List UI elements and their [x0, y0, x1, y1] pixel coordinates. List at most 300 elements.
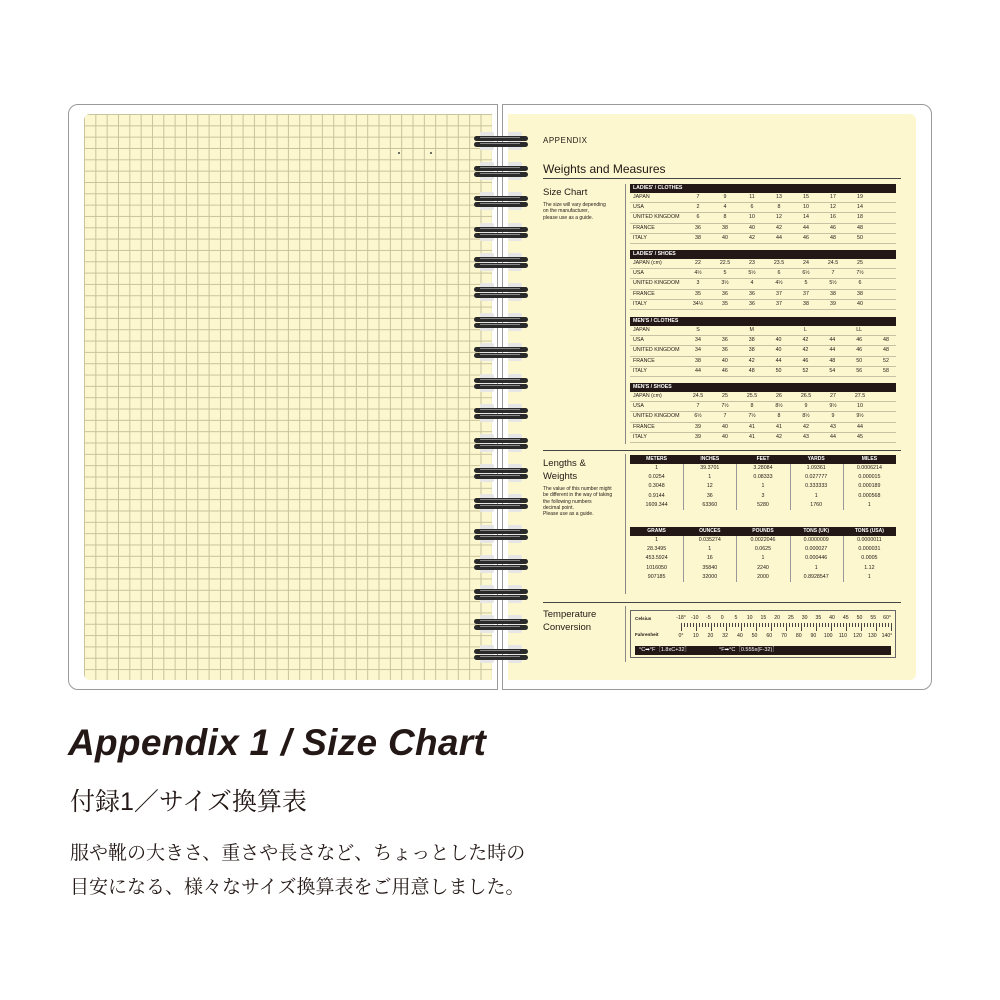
- scale-tick: [771, 623, 772, 631]
- formula-f-to-c: °F➡°C［0.555x(F-32)］: [719, 647, 778, 653]
- size-value: 16: [830, 214, 836, 221]
- scale-tick: [768, 623, 769, 627]
- length-table-row: [630, 464, 896, 473]
- table-value: 0.000189: [858, 483, 881, 490]
- spiral-ring: [468, 647, 534, 661]
- scale-tick: [807, 623, 808, 627]
- size-value: 42: [748, 357, 755, 364]
- size-value: 36: [722, 290, 728, 297]
- section-divider: [625, 184, 626, 444]
- size-value: 46: [856, 347, 863, 354]
- spiral-ring: [468, 225, 534, 239]
- size-value: 37: [776, 290, 782, 297]
- table-value: 36: [706, 492, 713, 499]
- fahrenheit-tick-label: 40: [736, 633, 743, 639]
- table-value: 0.000031: [858, 546, 881, 553]
- ring-shine: [480, 318, 520, 319]
- size-value: 48: [748, 367, 755, 374]
- table-value: 453.5924: [645, 555, 668, 562]
- section-divider: [625, 454, 626, 594]
- size-table-row: [630, 290, 896, 300]
- scale-tick: [879, 623, 880, 627]
- scale-tick: [882, 623, 883, 627]
- size-value: 18: [857, 214, 863, 221]
- size-value: 42: [802, 347, 809, 354]
- celsius-tick-label: 35: [815, 615, 822, 621]
- size-value: 38: [803, 300, 809, 307]
- weights-measures-title: Weights and Measures: [543, 162, 666, 176]
- ring-shine: [480, 197, 520, 198]
- text-line: the following numbers: [543, 498, 592, 505]
- size-value: 7: [696, 403, 700, 410]
- table-value: 0.0000011: [857, 537, 882, 543]
- celsius-tick-label: -5: [706, 615, 711, 621]
- size-value: S: [696, 327, 700, 333]
- size-value: 40: [857, 300, 863, 307]
- size-value: 36: [721, 337, 728, 344]
- spiral-ring: [468, 617, 534, 631]
- weight-table-row: [630, 536, 896, 545]
- size-value: 27.5: [854, 393, 866, 399]
- spiral-ring: [468, 436, 534, 450]
- scale-tick: [759, 623, 760, 627]
- size-chart-title: Size Chart: [543, 187, 588, 198]
- size-value: 40: [721, 357, 728, 364]
- ring-hole: [480, 615, 494, 633]
- ring-hole: [480, 434, 494, 452]
- size-value: 8: [750, 403, 754, 410]
- scale-tick: [873, 623, 874, 627]
- celsius-tick-label: 55: [870, 615, 877, 621]
- column-divider: [790, 536, 791, 582]
- ring-hole: [480, 404, 494, 422]
- row-label: FRANCE: [633, 224, 655, 231]
- size-table-row: [630, 346, 896, 356]
- length-table-header: [630, 455, 896, 464]
- size-value: 6: [750, 204, 754, 211]
- scale-tick: [825, 623, 826, 627]
- lengths-note: [543, 486, 627, 517]
- scale-tick: [864, 623, 865, 627]
- text-line: Conversion: [543, 622, 592, 633]
- scale-tick: [777, 623, 778, 627]
- spiral-ring: [468, 164, 534, 178]
- ring-hole: [508, 283, 522, 301]
- size-value: 19: [857, 194, 863, 200]
- fahrenheit-tick-label: 10: [692, 633, 699, 639]
- scale-tick: [711, 623, 712, 631]
- row-label: JAPAN (cm): [633, 260, 662, 266]
- size-value: 25: [857, 260, 863, 266]
- size-value: 10: [857, 403, 863, 410]
- table-value: 0.0254: [648, 474, 665, 481]
- size-value: LL: [856, 327, 863, 333]
- table-value: 0.0006214: [856, 465, 882, 471]
- ring-hole: [508, 404, 522, 422]
- ring-hole: [508, 313, 522, 331]
- size-table-row: [630, 300, 896, 310]
- size-table-row: [630, 213, 896, 223]
- size-value: 6: [777, 270, 781, 277]
- size-value: 37: [803, 290, 809, 297]
- caption-line-1: 服や靴の大きさ、重さや長さなど、ちょっとした時の: [70, 843, 526, 864]
- table-value: 32000: [702, 573, 718, 580]
- ring-hole: [508, 223, 522, 241]
- ring-shine: [480, 348, 520, 349]
- weight-table-header: [630, 527, 896, 536]
- appendix-page: [508, 114, 916, 680]
- fahrenheit-tick-label: 70: [781, 633, 787, 639]
- row-label: JAPAN (cm): [633, 393, 662, 399]
- scale-tick: [720, 623, 721, 627]
- scale-tick: [783, 623, 784, 627]
- scale-tick: [834, 623, 835, 627]
- text-line: The size will vary depending: [543, 202, 606, 208]
- size-value: 8: [723, 214, 727, 221]
- size-table-header: MEN'S / SHOES: [630, 383, 896, 392]
- size-value: 37: [776, 300, 782, 307]
- size-value: 3½: [721, 280, 729, 287]
- size-value: 46: [830, 224, 836, 231]
- column-divider: [683, 464, 684, 510]
- size-value: 35: [722, 300, 728, 307]
- ring-hole: [480, 343, 494, 361]
- row-label: FRANCE: [633, 423, 655, 430]
- ring-shine: [480, 264, 520, 265]
- table-value: 1.09361: [806, 465, 826, 471]
- size-value: 25: [722, 393, 728, 399]
- grid-dot: [398, 152, 400, 154]
- row-label: ITALY: [633, 367, 647, 374]
- size-value: 7: [696, 194, 700, 200]
- size-table-row: [630, 402, 896, 412]
- size-table-row: [630, 193, 896, 203]
- table-value: 0.000446: [805, 555, 828, 562]
- size-value: 52: [883, 357, 889, 364]
- table-value: 0.3048: [648, 483, 665, 490]
- notebook: [68, 104, 932, 690]
- size-table: [630, 383, 896, 443]
- scale-tick: [828, 623, 829, 627]
- weight-table: [630, 527, 896, 582]
- size-value: 42: [749, 234, 755, 241]
- section-rule: [543, 602, 901, 603]
- table-value: 0.000027: [805, 546, 828, 553]
- size-value: 36: [721, 347, 728, 354]
- size-value: 8: [777, 413, 781, 420]
- ring-shine: [480, 499, 520, 500]
- ring-hole: [508, 494, 522, 512]
- size-table-row: [630, 412, 896, 422]
- table-value: 1760: [810, 501, 823, 508]
- ring-hole: [480, 132, 494, 150]
- size-value: 34½: [692, 300, 704, 307]
- size-value: 22.5: [719, 260, 731, 266]
- size-value: 9½: [856, 413, 864, 420]
- row-label: JAPAN: [633, 194, 650, 200]
- scale-tick: [843, 623, 844, 627]
- ring-shine: [480, 354, 520, 355]
- scale-tick: [810, 623, 811, 627]
- row-label: UNITED KINGDOM: [633, 214, 680, 221]
- scale-tick: [876, 623, 877, 631]
- size-value: 4½: [775, 280, 783, 287]
- temperature-title: [543, 608, 596, 634]
- column-header: MILES: [861, 456, 878, 462]
- size-value: 8½: [775, 403, 783, 410]
- ring-shine: [480, 173, 520, 174]
- size-value: 9: [831, 413, 835, 420]
- scale-tick: [804, 623, 805, 627]
- fahrenheit-tick-label: 32: [722, 633, 729, 639]
- ring-hole: [480, 162, 494, 180]
- table-value: 1: [867, 501, 871, 508]
- text-line: Weights: [543, 471, 578, 482]
- ring-hole: [480, 494, 494, 512]
- row-label: ITALY: [633, 433, 647, 440]
- scale-tick: [717, 623, 718, 627]
- spiral-ring: [468, 194, 534, 208]
- size-value: 10: [749, 214, 755, 221]
- fahrenheit-tick-label: 50: [751, 633, 758, 639]
- ring-hole: [480, 464, 494, 482]
- row-label: USA: [633, 204, 644, 211]
- table-value: 3: [761, 492, 765, 499]
- column-divider: [843, 536, 844, 582]
- ring-hole: [480, 525, 494, 543]
- scale-tick: [699, 623, 700, 627]
- scale-tick: [723, 623, 724, 627]
- ring-hole: [508, 555, 522, 573]
- size-value: 12: [830, 204, 836, 211]
- celsius-tick-label: 10: [746, 615, 753, 621]
- size-value: 8: [777, 204, 781, 211]
- ring-shine: [480, 505, 520, 506]
- table-value: 0.9144: [648, 492, 665, 499]
- size-value: 5½: [829, 280, 837, 287]
- row-label: UNITED KINGDOM: [633, 347, 680, 354]
- ring-shine: [480, 469, 520, 470]
- fahrenheit-tick-label: 90: [810, 633, 817, 639]
- celsius-tick-label: 0: [720, 615, 724, 621]
- scale-tick: [735, 623, 736, 627]
- size-table-row: [630, 392, 896, 402]
- celsius-tick-label: 15: [760, 615, 767, 621]
- table-value: 0.08333: [753, 474, 773, 481]
- size-value: 5½: [748, 270, 756, 277]
- scale-tick: [789, 623, 790, 627]
- celsius-tick-label: 40: [829, 615, 835, 621]
- size-chart-note: [543, 202, 623, 221]
- size-value: 4: [750, 280, 754, 287]
- size-table: [630, 317, 896, 377]
- scale-tick: [684, 623, 685, 627]
- size-value: 44: [857, 423, 863, 430]
- size-value: 3: [696, 280, 700, 287]
- appendix-label: APPENDIX: [543, 136, 588, 145]
- temperature-scale: [630, 610, 896, 658]
- scale-tick: [753, 623, 754, 627]
- ring-shine: [480, 530, 520, 531]
- column-header: YARDS: [807, 456, 825, 462]
- size-value: 40: [722, 423, 728, 430]
- size-value: 6½: [802, 270, 810, 277]
- ring-shine: [480, 439, 520, 440]
- size-value: 44: [803, 224, 809, 231]
- scale-tick: [738, 623, 739, 627]
- table-value: 1.12: [864, 564, 875, 571]
- scale-tick: [786, 623, 787, 631]
- table-value: 0.8928547: [803, 573, 829, 580]
- scale-tick: [840, 623, 841, 627]
- ring-hole: [480, 555, 494, 573]
- row-label: USA: [633, 337, 644, 344]
- fahrenheit-tick-label: 140°: [881, 633, 893, 639]
- row-label: UNITED KINGDOM: [633, 280, 680, 287]
- size-value: 38: [748, 337, 755, 344]
- table-value: 0.333333: [805, 483, 828, 490]
- scale-tick: [792, 623, 793, 627]
- size-value: 41: [749, 423, 755, 430]
- ring-shine: [480, 167, 520, 168]
- ring-shine: [480, 650, 520, 651]
- ring-shine: [480, 324, 520, 325]
- size-value: 43: [803, 433, 809, 440]
- size-value: 36: [695, 224, 701, 231]
- size-value: 34: [695, 347, 701, 354]
- row-label: ITALY: [633, 300, 647, 307]
- ring-hole: [480, 223, 494, 241]
- caption-line-2: 目安になる、様々なサイズ換算表をご用意しました。: [70, 877, 525, 898]
- table-value: 28.3495: [647, 546, 667, 553]
- table-value: 2240: [757, 564, 769, 571]
- size-value: 39: [695, 433, 701, 440]
- size-value: 58: [883, 367, 889, 374]
- spiral-ring: [468, 496, 534, 510]
- ring-shine: [480, 560, 520, 561]
- size-value: 6: [696, 214, 700, 221]
- table-value: 0.0005: [861, 555, 878, 562]
- column-divider: [843, 464, 844, 510]
- ring-hole: [508, 132, 522, 150]
- scale-tick: [867, 623, 868, 627]
- ring-hole: [508, 434, 522, 452]
- size-table: [630, 250, 896, 310]
- size-value: 17: [830, 194, 836, 200]
- size-value: L: [803, 327, 807, 333]
- size-value: 52: [802, 367, 809, 374]
- size-value: 22: [695, 260, 701, 266]
- size-table-header: MEN'S / CLOTHES: [630, 317, 896, 326]
- size-value: 44: [776, 234, 782, 241]
- ring-hole: [508, 374, 522, 392]
- celsius-tick-label: 50: [856, 615, 863, 621]
- size-value: 26.5: [800, 393, 812, 399]
- size-value: 9: [723, 194, 727, 200]
- size-table-row: [630, 279, 896, 289]
- scale-tick: [849, 623, 850, 627]
- size-value: 7½: [721, 403, 729, 410]
- size-value: 46: [802, 357, 809, 364]
- size-value: 38: [857, 290, 863, 297]
- table-value: 39.3701: [700, 465, 720, 471]
- scale-tick: [870, 623, 871, 627]
- table-value: 0.0022046: [750, 537, 776, 543]
- row-label: FRANCE: [633, 357, 655, 364]
- column-header: METERS: [646, 456, 668, 462]
- weight-table-row: [630, 545, 896, 554]
- ring-hole: [508, 464, 522, 482]
- size-value: 48: [830, 234, 836, 241]
- spiral-binding: [468, 134, 534, 674]
- scale-tick: [705, 623, 706, 627]
- size-value: 39: [695, 423, 701, 430]
- size-value: 6½: [694, 413, 702, 420]
- ring-hole: [508, 253, 522, 271]
- size-value: 50: [857, 234, 863, 241]
- column-header: OUNCES: [699, 528, 721, 534]
- scale-tick: [798, 623, 799, 627]
- size-value: 38: [695, 234, 701, 241]
- fahrenheit-tick-label: 80: [795, 633, 802, 639]
- scale-tick: [762, 623, 763, 627]
- ring-shine: [480, 294, 520, 295]
- size-value: 24.5: [827, 260, 839, 266]
- size-value: 44: [695, 367, 701, 374]
- table-value: 1: [708, 474, 712, 481]
- fahrenheit-tick-label: 130: [867, 633, 877, 639]
- ring-hole: [508, 343, 522, 361]
- spiral-ring: [468, 557, 534, 571]
- size-value: 36: [749, 290, 755, 297]
- ring-hole: [480, 585, 494, 603]
- celsius-tick-label: 60°: [883, 615, 891, 621]
- scale-tick: [885, 623, 886, 627]
- size-value: 46: [721, 367, 728, 374]
- size-table: [630, 184, 896, 244]
- scale-tick: [858, 623, 859, 627]
- table-value: 12: [706, 483, 713, 490]
- size-value: 24: [803, 260, 809, 266]
- size-value: 25.5: [746, 393, 758, 399]
- title-rule: [543, 178, 901, 179]
- column-header: TONS (USA): [854, 528, 884, 534]
- scale-tick: [708, 623, 709, 627]
- table-value: 1: [761, 483, 765, 490]
- scale-tick: [831, 623, 832, 631]
- text-line: The value of this number might: [543, 486, 612, 492]
- size-table-header: LADIES' / SHOES: [630, 250, 896, 259]
- caption-subtitle: 付録1／サイズ換算表: [70, 788, 307, 816]
- size-value: 4: [723, 204, 727, 211]
- fahrenheit-tick-label: 20: [707, 633, 714, 639]
- scale-tick: [696, 623, 697, 631]
- ring-hole: [508, 162, 522, 180]
- size-value: 46: [803, 234, 809, 241]
- size-value: 35: [695, 290, 701, 297]
- scale-tick: [846, 623, 847, 631]
- size-table-row: [630, 367, 896, 377]
- scale-tick: [795, 623, 796, 627]
- row-label: JAPAN: [633, 327, 650, 333]
- table-value: 0.000568: [858, 492, 881, 499]
- row-label: USA: [633, 403, 644, 410]
- size-table-row: [630, 259, 896, 269]
- table-value: 0.000015: [858, 474, 881, 481]
- ring-shine: [480, 566, 520, 567]
- size-value: 40: [775, 337, 782, 344]
- length-table: [630, 455, 896, 510]
